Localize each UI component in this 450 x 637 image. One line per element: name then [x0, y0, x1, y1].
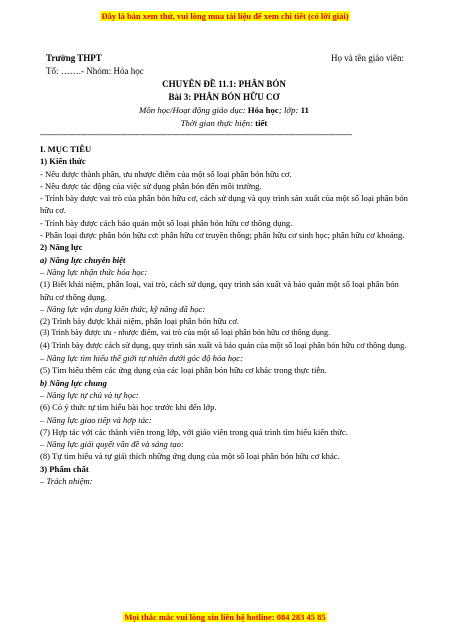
- hotline-banner: [0, 607, 450, 625]
- paragraph: (1) Biết khái niệm, phân loại, vai trò, cách sử dụng, quy trình sản xuất và bảo quản một số loại phân bón hữu cơ thông dụng.: [40, 279, 399, 302]
- header-row: [40, 52, 408, 65]
- competency-label: – Năng lực vận dụng kiến thức, kỹ năng đã học:: [40, 303, 206, 314]
- paragraph: (3) Trình bày được ưu - nhược điểm, vai trò của một số loại phân bón hữu cơ thông dụng.: [40, 328, 331, 338]
- time-line: [40, 117, 408, 130]
- subsection-heading: 1) Kiến thức: [40, 156, 86, 167]
- subsection-heading: b) Năng lực chung: [40, 377, 107, 388]
- paragraph: - Nêu được tác động của việc sử dụng phân bón đến môi trường.: [40, 180, 262, 191]
- subsection-heading: a) Năng lực chuyên biệt: [40, 254, 126, 265]
- competency-label: – Năng lực giao tiếp và hợp tác:: [40, 414, 152, 425]
- paragraph: - Trình bày được cách bảo quản một số loại phân bón hữu cơ thông dụng.: [40, 217, 293, 228]
- topic-title: CHUYÊN ĐỀ 11.1: PHÂN BÓN: [162, 79, 286, 89]
- time-prefix: Thời gian thực hiện:: [180, 118, 256, 128]
- paragraph: (7) Hợp tác với các thành viên trong lớp, với giáo viên trong quá trình tìm hiểu kiến thức.: [40, 426, 348, 437]
- department-line: Tổ: …….- Nhóm: Hóa học: [46, 66, 144, 76]
- paragraph: - Nêu được thành phần, ưu nhược điểm của một số loại phân bón hữu cơ.: [40, 168, 292, 179]
- preview-notice-banner: [0, 6, 450, 24]
- document-body: [40, 52, 408, 487]
- subject-value: Hóa học: [247, 105, 279, 115]
- paragraph: (8) Tự tìm hiểu và tự giải thích những ứng dụng của một số loại phân bón hữu cơ khác.: [40, 451, 340, 462]
- subsection-heading: 2) Năng lực: [40, 242, 83, 253]
- paragraph: (5) Tìm hiểu thêm các ứng dụng của các loại phân bón hữu cơ khác trong thực tiễn.: [40, 365, 327, 376]
- subsection-heading: 3) Phẩm chất: [40, 463, 89, 474]
- time-value: tiết: [255, 118, 268, 128]
- grade-prefix: ; lớp:: [278, 105, 301, 115]
- school-name: Trường THPT: [46, 53, 102, 63]
- competency-label: – Năng lực tìm hiểu thế giới tự nhiên dưới góc độ hóa học:: [40, 353, 243, 364]
- competency-label: – Năng lực giải quyết vấn đề và sáng tạo:: [40, 439, 184, 450]
- paragraph: - Phân loại được phân bón hữu cơ: phân hữu cơ truyền thống; phân hữu cơ sinh học; phân hữu cơ khoáng.: [40, 230, 405, 241]
- divider-line: ------------------------------------------------------------------------------------------------------------------------------------: [40, 130, 353, 139]
- competency-label: – Trách nhiệm:: [40, 476, 93, 487]
- preview-notice-text: Đây là bản xem thử, vui lòng mua tài liệu để xem chi tiết (có lời giải): [101, 11, 349, 21]
- competency-label: – Năng lực tự chủ và tự học:: [40, 389, 139, 400]
- lesson-title: Bài 3: PHÂN BÓN HỮU CƠ: [168, 92, 280, 102]
- subject-prefix: Môn học/Hoạt động giáo dục:: [139, 105, 248, 115]
- hotline-text: Mọi thắc mắc vui lòng xin liên hệ hotline: 084 283 45 85: [124, 612, 326, 622]
- paragraph: (2) Trình bày được khái niệm, phân loại phân bón hữu cơ.: [40, 316, 240, 327]
- subject-line: [40, 104, 408, 117]
- teacher-name-label: Họ và tên giáo viên:: [331, 53, 404, 63]
- paragraph: - Trình bày được vai trò của phân bón hữu cơ, cách sử dụng và quy trình sản xuất của một số loại phân bón hữu cơ.: [40, 193, 408, 216]
- grade-value: 11: [300, 105, 309, 115]
- section-heading: I. MỤC TIÊU: [40, 144, 92, 154]
- competency-label: – Năng lực nhận thức hóa học:: [40, 266, 148, 277]
- paragraph: (4) Trình bày được cách sử dụng, quy trình sản xuất và bảo quản của một số loại phân bón hữu cơ thông dụng.: [40, 340, 407, 350]
- paragraph: (6) Có ý thức tự tìm hiểu bài học trước khi đến lớp.: [40, 402, 217, 413]
